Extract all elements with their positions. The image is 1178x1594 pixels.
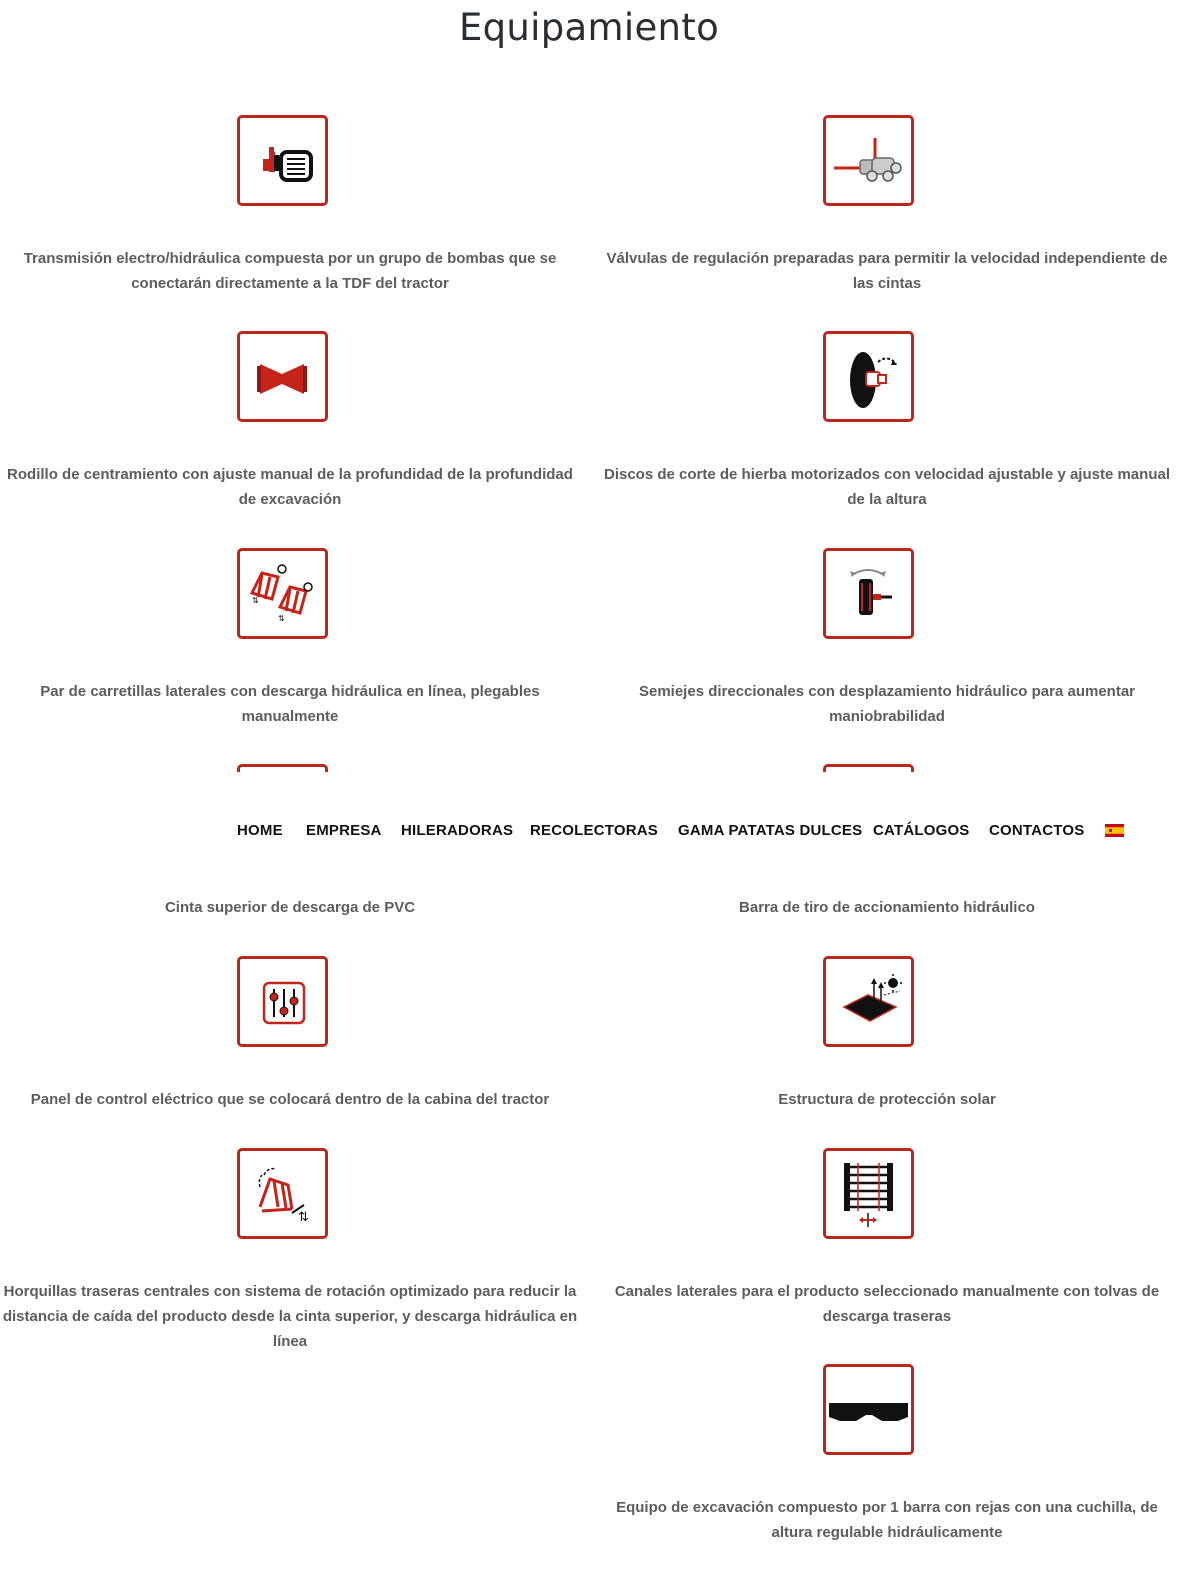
steering-axle-icon [823, 548, 914, 639]
page-title: Equipamiento [458, 6, 720, 49]
feature-caption: Barra de tiro de accionamiento hidráulico [739, 899, 1035, 916]
feature-caption: Panel de control eléctrico que se colocará dentro de la cabina del tractor [30, 1091, 550, 1108]
nav-item-hileradoras[interactable]: HILERADORAS [401, 822, 514, 839]
main-navigation [0, 812, 1178, 850]
centering-roller-icon [237, 331, 328, 422]
feature-caption: Cinta superior de descarga de PVC [164, 899, 416, 916]
svg-text:⇅: ⇅ [298, 1210, 309, 1225]
regulation-valve-icon [823, 115, 914, 206]
nav-item-recolectoras[interactable]: RECOLECTORAS [530, 822, 658, 839]
control-panel-icon [237, 956, 328, 1047]
feature-caption: Par de carretillas laterales con descarga hidráulica en línea, plegables manualmente [40, 683, 540, 725]
nav-item-gama-patatas-dulces[interactable]: GAMA PATATAS DULCES [678, 822, 863, 839]
pvc-belt-icon [237, 764, 328, 772]
electro-hydraulic-pump-icon [237, 115, 328, 206]
sun-protection-icon [823, 956, 914, 1047]
nav-item-contactos[interactable]: CONTACTOS [989, 822, 1085, 839]
rear-forks-icon [237, 1148, 328, 1239]
nav-item-empresa[interactable]: EMPRESA [306, 822, 382, 839]
drawbar-icon [823, 764, 914, 772]
feature-caption: Transmisión electro/hidráulica compuesta por un grupo de bombas que se conectarán directamente a la TDF del tractor [23, 250, 557, 292]
feature-caption: Semiejes direccionales con desplazamiento hidráulico para aumentar maniobrabilidad [638, 683, 1135, 725]
svg-text:⇅: ⇅ [278, 614, 285, 623]
nav-item-home[interactable]: HOME [237, 822, 283, 839]
feature-caption: Canales laterales para el producto seleccionado manualmente con tolvas de descarga traseras [614, 1283, 1160, 1325]
cutting-disc-icon [823, 331, 914, 422]
spain-flag-icon[interactable] [1105, 824, 1124, 837]
feature-caption: Rodillo de centramiento con ajuste manual de la profundidad de la profundidad de excavación [7, 466, 573, 508]
feature-caption: Discos de corte de hierba motorizados con velocidad ajustable y ajuste manual de la altura [603, 466, 1170, 508]
side-channels-icon [823, 1148, 914, 1239]
nav-item-catalogos[interactable]: CATÁLOGOS [873, 822, 970, 839]
svg-text:⇅: ⇅ [252, 596, 259, 605]
feature-caption: Equipo de excavación compuesto por 1 barra con rejas con una cuchilla, de altura regulable hidráulicamente [616, 1499, 1158, 1541]
digging-blade-icon [823, 1364, 914, 1455]
feature-caption: Válvulas de regulación preparadas para permitir la velocidad independiente de las cintas [606, 250, 1168, 292]
side-carts-icon [237, 548, 328, 639]
feature-caption: Estructura de protección solar [778, 1091, 996, 1108]
feature-caption: Horquillas traseras centrales con sistema de rotación optimizado para reducir la distancia de caída del producto desde la cinta superior, y descarga hidráulica en línea [2, 1283, 578, 1350]
